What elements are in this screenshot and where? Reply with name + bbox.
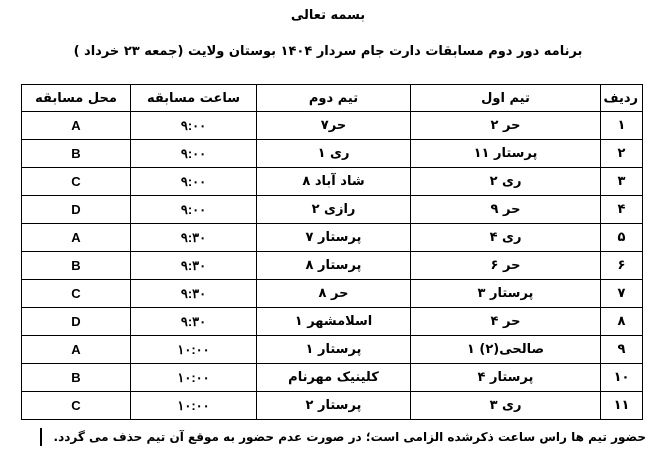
table-header-row (22, 85, 643, 112)
venue-cell: C (22, 280, 131, 308)
time-cell: ۹:۰۰ (131, 140, 257, 168)
row-index: ۸ (601, 308, 643, 336)
row-index: ۲ (601, 140, 643, 168)
row-index: ۶ (601, 252, 643, 280)
team1-cell: حر ۲ (411, 112, 601, 140)
table-row (22, 224, 643, 252)
page-heading: بسمه تعالی (290, 8, 366, 23)
team1-cell: ری ۲ (411, 168, 601, 196)
row-index: ۴ (601, 196, 643, 224)
team2-cell: حر۷ (257, 112, 411, 140)
team1-cell: حر ۶ (411, 252, 601, 280)
column-header-team1: تیم اول (411, 85, 601, 112)
row-index: ۱۰ (601, 364, 643, 392)
venue-cell: B (22, 364, 131, 392)
time-cell: ۹:۰۰ (131, 196, 257, 224)
time-cell: ۹:۳۰ (131, 252, 257, 280)
table-row (22, 392, 643, 420)
venue-cell: D (22, 308, 131, 336)
venue-cell: A (22, 224, 131, 252)
column-header-venue: محل مسابقه (22, 85, 131, 112)
row-index: ۷ (601, 280, 643, 308)
team1-cell: پرستار ۴ (411, 364, 601, 392)
team1-cell: حر ۹ (411, 196, 601, 224)
venue-cell: A (22, 336, 131, 364)
column-header-time: ساعت مسابقه (131, 85, 257, 112)
table-row (22, 364, 643, 392)
team1-cell: پرستار ۳ (411, 280, 601, 308)
team1-cell: صالحی(۲) ۱ (411, 336, 601, 364)
venue-cell: B (22, 140, 131, 168)
team2-cell: حر ۸ (257, 280, 411, 308)
time-cell: ۱۰:۰۰ (131, 364, 257, 392)
team2-cell: پرستار ۱ (257, 336, 411, 364)
team2-cell: شاد آباد ۸ (257, 168, 411, 196)
column-header-index: ردیف (601, 85, 643, 112)
row-index: ۹ (601, 336, 643, 364)
time-cell: ۱۰:۰۰ (131, 392, 257, 420)
team2-cell: کلینیک مهرنام (257, 364, 411, 392)
row-index: ۱ (601, 112, 643, 140)
time-cell: ۹:۰۰ (131, 112, 257, 140)
table-row (22, 168, 643, 196)
table-row (22, 252, 643, 280)
team2-cell: ری ۱ (257, 140, 411, 168)
column-header-team2: تیم دوم (257, 85, 411, 112)
row-index: ۳ (601, 168, 643, 196)
team2-cell: اسلامشهر ۱ (257, 308, 411, 336)
venue-cell: A (22, 112, 131, 140)
team2-cell: پرستار ۲ (257, 392, 411, 420)
table-row (22, 280, 643, 308)
time-cell: ۹:۳۰ (131, 280, 257, 308)
time-cell: ۹:۰۰ (131, 168, 257, 196)
team2-cell: رازی ۲ (257, 196, 411, 224)
team1-cell: حر ۴ (411, 308, 601, 336)
table-row (22, 308, 643, 336)
venue-cell: D (22, 196, 131, 224)
team1-cell: ری ۴ (411, 224, 601, 252)
time-cell: ۹:۳۰ (131, 224, 257, 252)
row-index: ۱۱ (601, 392, 643, 420)
team1-cell: ری ۳ (411, 392, 601, 420)
team1-cell: پرستار ۱۱ (411, 140, 601, 168)
team2-cell: پرستار ۸ (257, 252, 411, 280)
text-cursor-bar (40, 428, 42, 446)
row-index: ۵ (601, 224, 643, 252)
time-cell: ۱۰:۰۰ (131, 336, 257, 364)
venue-cell: B (22, 252, 131, 280)
footer-note: حضور تیم ها راس ساعت ذکرشده الزامی است؛ در صورت عدم حضور به موقع آن تیم حذف می گردد. (53, 430, 646, 444)
venue-cell: C (22, 168, 131, 196)
match-schedule-table (21, 84, 643, 420)
time-cell: ۹:۳۰ (131, 308, 257, 336)
table-row (22, 140, 643, 168)
team2-cell: پرستار ۷ (257, 224, 411, 252)
page-title: برنامه دور دوم مسابقات دارت جام سردار ۱۴۰۴ بوستان ولایت (جمعه ۲۳ خرداد ) (73, 44, 583, 59)
table-row (22, 196, 643, 224)
venue-cell: C (22, 392, 131, 420)
table-row (22, 112, 643, 140)
table-row (22, 336, 643, 364)
